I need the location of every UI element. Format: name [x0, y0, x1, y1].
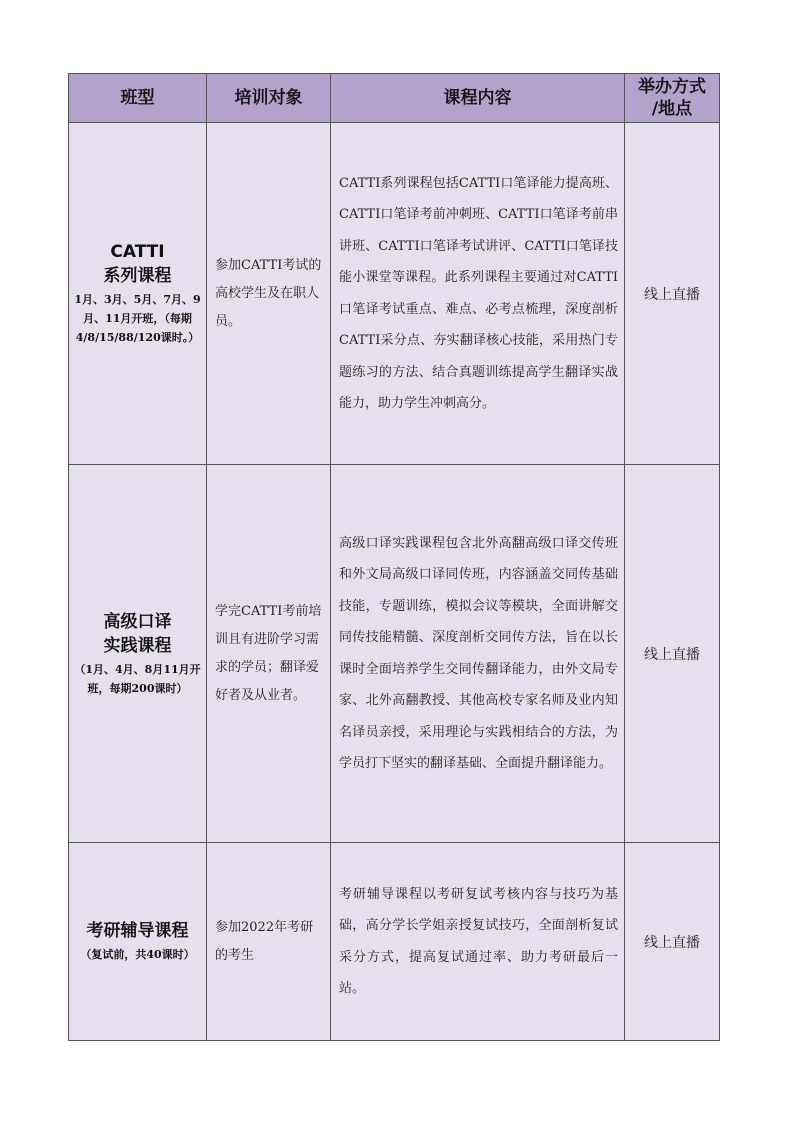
course-type-cell	[69, 123, 207, 465]
course-name: CATTI 系列课程	[103, 242, 172, 286]
course-target-cell	[207, 843, 331, 1041]
course-mode: 线上直播	[644, 934, 700, 951]
header-row	[69, 74, 720, 123]
course-content-cell	[331, 123, 625, 465]
course-target-cell	[207, 123, 331, 465]
course-mode: 线上直播	[644, 646, 700, 663]
course-table	[68, 73, 720, 1041]
course-content: 高级口译实践课程包含北外高翻高级口译交传班和外文局高级口译同传班，内容涵盖交同传基础技能，专题训练，模拟会议等模块，全面讲解交同传技能精髓、深度剖析交同传方法，旨在以长课时全面培养学生交同传翻译能力，由外文局专家、北外高翻教授、其他高校专家名师及业内知名译员亲授，采用理论与实践相结合的方法，为学员打下坚实的翻译基础、全面提升翻译能力。	[339, 535, 618, 771]
course-row-interpretation	[69, 465, 720, 843]
course-content-cell	[331, 465, 625, 843]
course-schedule-note: （1月、4月、8月11月开班，每期200课时）	[74, 662, 201, 695]
course-content: CATTI系列课程包括CATTI口笔译能力提高班、CATTI口笔译考前冲刺班、CATTI口笔译考前串讲班、CATTI口笔译考试讲评、CATTI口笔译技能小课堂等课程。此系列课程主要通过对CATTI口笔译考试重点、难点、必考点梳理，深度剖析CATTI采分点、夯实翻译核心技能，采用热门专题练习的方法、结合真题训练提高学生翻译实战能力，助力学生冲刺高分。	[339, 175, 618, 411]
course-target: 学完CATTI考前培训且有进阶学习需求的学员；翻译爱好者及从业者。	[215, 603, 322, 703]
course-name: 高级口译 实践课程	[103, 611, 172, 656]
course-content-cell	[331, 843, 625, 1041]
course-mode-cell	[625, 123, 720, 465]
header-target: 培训对象	[207, 74, 331, 123]
course-target-cell	[207, 465, 331, 843]
course-mode: 线上直播	[644, 286, 700, 303]
course-target: 参加2022年考研的考生	[215, 919, 314, 963]
course-target: 参加CATTI考试的高校学生及在职人员。	[215, 257, 322, 329]
course-row-postgrad	[69, 843, 720, 1041]
header-type: 班型	[69, 74, 207, 123]
course-schedule-note: （复试前，共40课时）	[80, 948, 195, 961]
course-name: 考研辅导课程	[86, 921, 189, 941]
course-row-catti	[69, 123, 720, 465]
course-type-cell	[69, 465, 207, 843]
header-mode: 举办方式 /地点	[625, 74, 720, 123]
header-content: 课程内容	[331, 74, 625, 123]
course-schedule-note: 1月、3月、5月、7月、9月、11月开班，（每期4/8/15/88/120课时。）	[74, 293, 201, 344]
course-mode-cell	[625, 465, 720, 843]
course-content: 考研辅导课程以考研复试考核内容与技巧为基础，高分学长学姐亲授复试技巧，全面剖析复试采分方式，提高复试通过率、助力考研最后一站。	[339, 886, 618, 996]
course-mode-cell	[625, 843, 720, 1041]
course-type-cell	[69, 843, 207, 1041]
